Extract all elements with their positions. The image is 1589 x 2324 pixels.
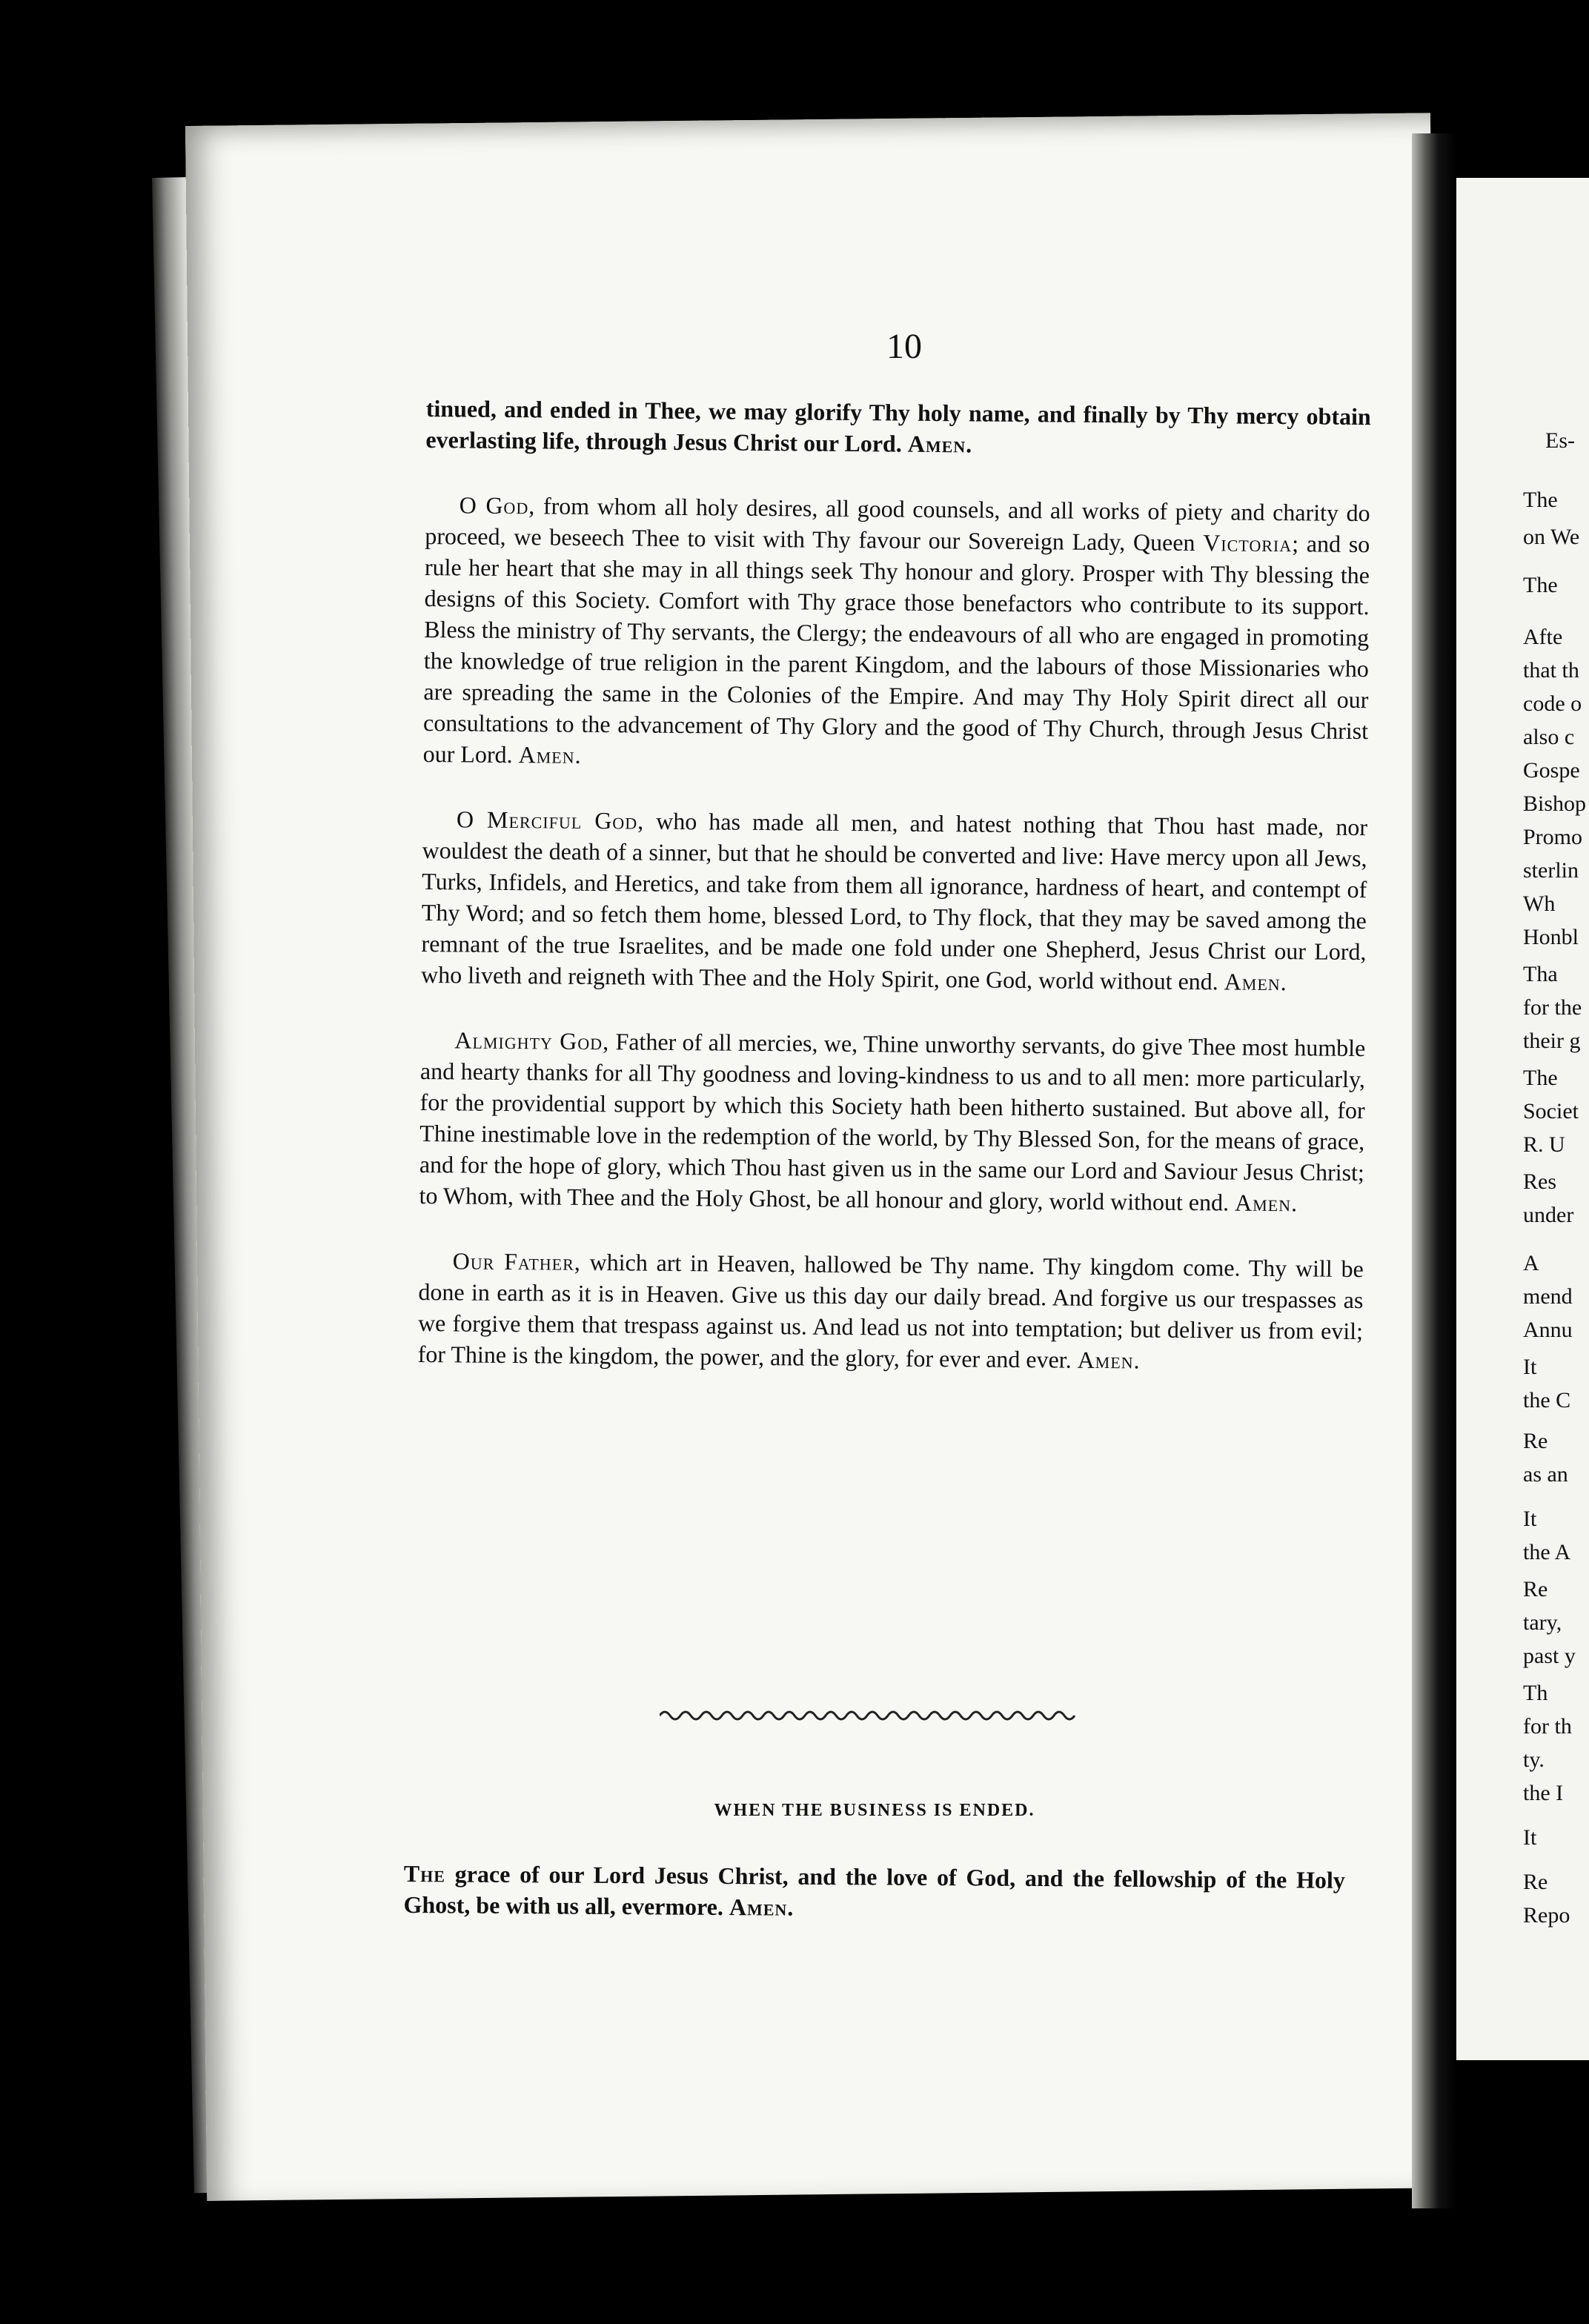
amen-word: Amen.: [1234, 1189, 1298, 1217]
right-page-fragment: The: [1523, 573, 1558, 597]
right-page-fragment: Societ: [1523, 1099, 1579, 1123]
right-page-fragment: code o: [1523, 691, 1582, 716]
right-page-fragment: Honbl: [1523, 925, 1579, 949]
right-page-fragment: past y: [1523, 1644, 1576, 1668]
right-page-fragment: It: [1523, 1825, 1537, 1850]
right-page-fragment: the I: [1523, 1781, 1564, 1805]
section-heading: WHEN THE BUSINESS IS ENDED.: [714, 1801, 1035, 1820]
right-page-fragment: It: [1523, 1355, 1537, 1379]
right-page-fragment: R. U: [1523, 1132, 1565, 1157]
right-page-fragment: Promo: [1523, 825, 1583, 849]
blessing-lead: The: [403, 1860, 446, 1888]
paragraph-text: who has made all men, and hatest nothing that Thou hast made, nor wouldest the death of a sinner, but that he should be converted and live: Have mercy upon all Jews, Turks, Infidels, and Heretics, and take from them all ignorance, hardness of heart, and contempt of Thy Word; and so fetch them home, blessed Lord, to Thy flock, that they may be saved among the remnant of the true Israelites, and be made one fold under one Shepherd, Jesus Christ our Lord, who liveth and reigneth with Thee and the Holy Spirit, one God, world without end.: [420, 807, 1368, 995]
right-page-fragment: Wh: [1523, 892, 1556, 916]
queen-name: Victoria: [1203, 529, 1293, 557]
wavy-divider: [660, 1707, 1082, 1724]
paragraph-text: tinued, and ended in Thee, we may glorify Thy holy name, and finally by Thy mercy obtain everlasting life, through Jesus Christ our Lord.: [425, 394, 1371, 457]
right-page-fragment: the C: [1523, 1388, 1571, 1412]
amen-word: Amen.: [1077, 1346, 1141, 1374]
right-page-fragment: It: [1523, 1507, 1537, 1531]
amen-word: Amen.: [729, 1893, 794, 1921]
right-page-fragment: also c: [1523, 725, 1575, 749]
paragraph-continuation: [425, 393, 1371, 463]
paragraph-prayer-thanks: [419, 1024, 1365, 1219]
right-page-fragment: Res: [1523, 1169, 1556, 1194]
right-page-fragment: Bishop: [1523, 791, 1587, 816]
amen-word: Amen.: [907, 430, 973, 458]
right-page-fragment: as an: [1523, 1462, 1568, 1487]
right-page-fragment: Re: [1523, 1577, 1548, 1601]
right-page-fragment: Gospe: [1523, 758, 1580, 783]
paragraph-text: which art in Heaven, hallowed be Thy name. Thy kingdom come. Thy will be done in earth as it is in Heaven. Give us this day our daily bread. And forgive us our trespasses as we forgive them that trespass against us. And lead us not into temptation; but deliver us from evil; for Thine is the kingdom, the power, and the glory, for ever and ever.: [417, 1248, 1364, 1373]
right-page-fragment: their g: [1523, 1029, 1581, 1053]
right-page-fragment: A: [1523, 1251, 1539, 1275]
right-page-fragment: ty.: [1523, 1747, 1545, 1772]
right-page-fragment: Repo: [1523, 1903, 1570, 1928]
closing-blessing: [403, 1858, 1345, 1927]
right-page-fragment: Re: [1523, 1429, 1548, 1453]
right-page-fragment: sterlin: [1523, 858, 1579, 883]
prayer-lead: O God,: [459, 491, 536, 519]
right-page-fragment: The: [1523, 488, 1558, 512]
amen-word: Amen.: [518, 741, 582, 768]
right-page-fragment: for the: [1523, 995, 1582, 1020]
right-page-fragment: Tha: [1523, 962, 1558, 986]
right-page-fragment: on We: [1523, 525, 1580, 549]
right-page-fragment: Re: [1523, 1870, 1548, 1894]
prayer-lead: O Merciful God,: [456, 806, 645, 834]
page-number: 10: [886, 327, 922, 366]
right-page-fragment: mend: [1523, 1284, 1573, 1309]
paragraph-text: Father of all mercies, we, Thine unworthy servants, do give Thee most humble and hearty thanks for all Thy goodness and loving-kindness to us and to all men: more particularly, for the providential support by which this Society hath been hitherto sustained. But above all, for Thine inestimable love in the redemption of the world, by Thy Blessed Son, for the means of grace, and for the hope of glory, which Thou hast given us in the same our Lord and Saviour Jesus Christ; to Whom, with Thee and the Holy Ghost, be all honour and glory, world without end.: [419, 1028, 1366, 1216]
right-page-fragment: Afte: [1523, 625, 1563, 649]
right-page-fragment: for th: [1523, 1714, 1572, 1739]
right-page-fragment: tary,: [1523, 1610, 1562, 1635]
paragraph-prayer-mercy: [421, 803, 1367, 998]
paragraph-prayer-queen: [423, 489, 1370, 777]
book-gutter: [1412, 133, 1456, 2208]
right-page-fragment: that th: [1523, 658, 1579, 683]
right-page-fragment: under: [1523, 1203, 1574, 1227]
amen-word: Amen.: [1224, 968, 1287, 996]
prayer-lead: Our Father,: [452, 1247, 582, 1275]
paragraph-lords-prayer: [417, 1245, 1363, 1378]
right-page-fragment: Annu: [1523, 1318, 1573, 1342]
paragraph-text: from whom all holy desires, all good counsels, and all works of piety and charity do proceed, we beseech Thee to visit with Thy favour our Sovereign Lady, Queen: [425, 492, 1370, 557]
prayer-text-block: [417, 393, 1371, 1412]
blessing-text: grace of our Lord Jesus Christ, and the love of God, and the fellowship of the Holy Ghost, be with us all, evermore.: [403, 1860, 1345, 1921]
right-page-fragment: the A: [1523, 1540, 1571, 1564]
paragraph-text-continued: ; and so rule her heart that she may in all things seek Thy honour and glory. Prosper with Thy blessing the designs of this Society. Comfort with Thy grace those benefactors who contribute to its support. Bless the ministry of Thy servants, the Clergy; the endeavours of all who are engaged in promoting the knowledge of true religion in the parent Kingdom, and the labours of those Missionaries who are spreading the same in the Colonies of the Empire. And may Thy Holy Spirit direct all our consultations to the advancement of Thy Glory and the good of Thy Church, through Jesus Christ our Lord.: [422, 530, 1370, 768]
prayer-lead: Almighty God,: [454, 1026, 610, 1055]
right-page-fragment: The: [1523, 1066, 1558, 1090]
right-page-fragment: Th: [1523, 1681, 1548, 1705]
right-page-fragment: Es-: [1545, 428, 1575, 453]
